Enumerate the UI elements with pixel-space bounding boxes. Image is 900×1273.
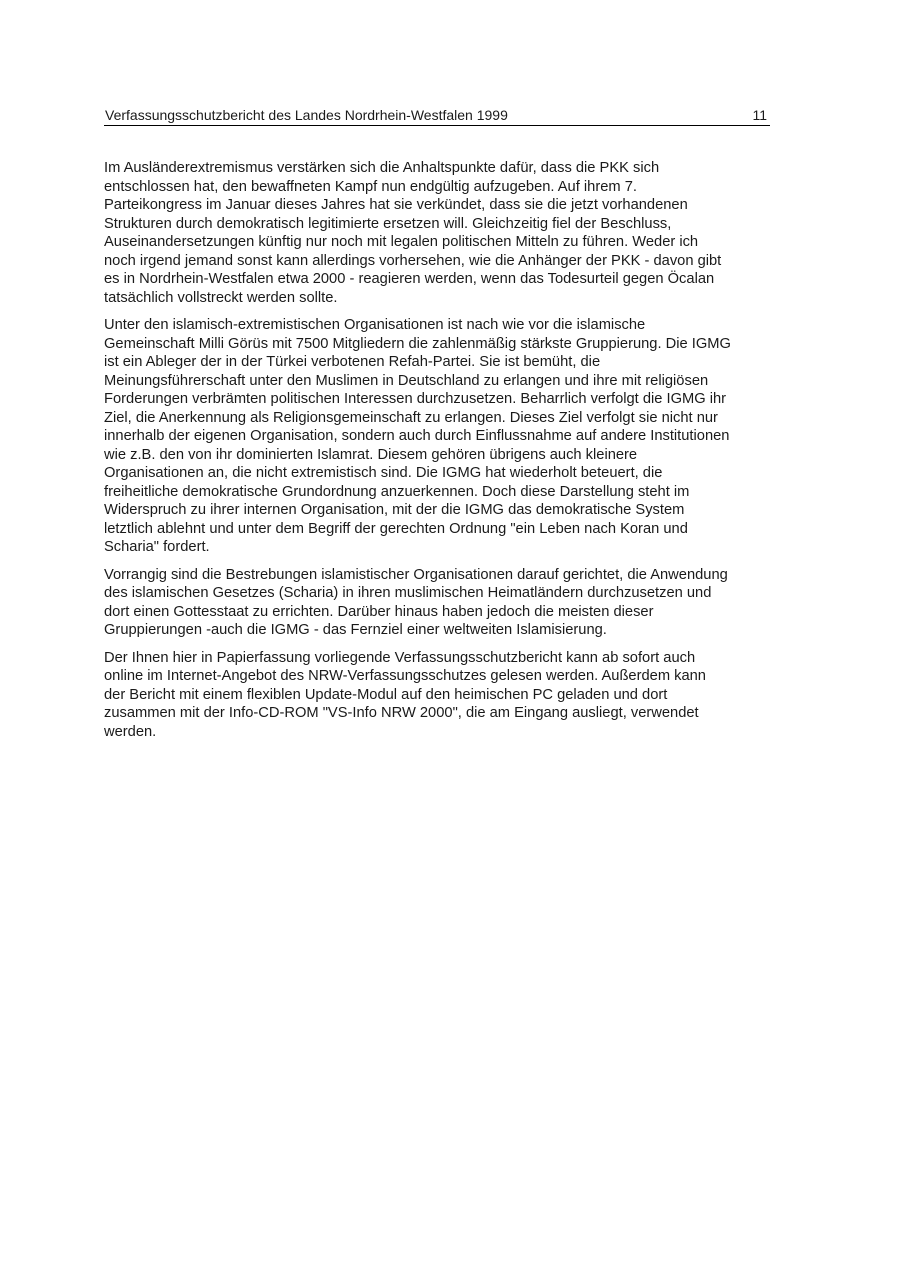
- body-text: [104, 159, 804, 750]
- paragraph-igmg: Unter den islamisch-extremistischen Organisationen ist nach wie vor die islamische Gemeinschaft Milli Görüs mit 7500 Mitgliedern die zahlenmäßig stärkste Gruppierung. Die IGMG ist ein Ableger der in der Türkei verbotenen Refah-Partei. Sie ist bemüht, die Meinungsführerschaft unter den Muslimen in Deutschland zu erlangen und ihre mit religiösen Forderungen verbrämten politischen Interessen durchzusetzen. Beharrlich verfolgt die IGMG ihr Ziel, die Anerkennung als Religionsgemeinschaft zu erlangen. Dieses Ziel verfolgt sie nicht nur innerhalb der eigenen Organisation, sondern auch durch Einflussnahme auf andere Institutionen wie z.B. den von ihr dominierten Islamrat. Diesem gehören übrigens auch kleinere Organisationen an, die nicht extremistisch sind. Die IGMG hat wiederholt beteuert, die freiheitliche demokratische Grundordnung anzuerkennen. Doch diese Darstellung steht im Widerspruch zu ihrer internen Organisation, mit der die IGMG das demokratische System letztlich ablehnt und unter dem Begriff der gerechten Ordnung "ein Leben nach Koran und Scharia" fordert.: [104, 317, 731, 555]
- page-header: [104, 106, 770, 126]
- paragraph-pkk: Im Ausländerextremismus verstärken sich die Anhaltspunkte dafür, dass die PKK sich entschlossen hat, den bewaffneten Kampf nun endgültig aufzugeben. Auf ihrem 7. Parteikongress im Januar dieses Jahres hat sie verkündet, dass sie die jetzt vorhandenen Strukturen durch demokratisch legitimierte ersetzen will. Gleichzeitig fiel der Beschluss, Auseinandersetzungen künftig nur noch mit legalen politischen Mitteln zu führen. Weder ich noch irgend jemand sonst kann allerdings vorhersehen, wie die Anhänger der PKK - davon gibt es in Nordrhein-Westfalen etwa 2000 - reagieren werden, wenn das Todesurteil gegen Öcalan tatsächlich vollstreckt werden sollte.: [104, 160, 722, 306]
- page-number: 11: [752, 107, 767, 123]
- paragraph-online-report: Der Ihnen hier in Papierfassung vorliegende Verfassungsschutzbericht kann ab sofort auch online im Internet-Angebot des NRW-Verfassungsschutzes gelesen werden. Außerdem kann der Bericht mit einem flexiblen Update-Modul auf den heimischen PC geladen und dort zusammen mit der Info-CD-ROM "VS-Info NRW 2000", die am Eingang ausliegt, verwendet werden.: [104, 649, 706, 740]
- paragraph-islamist-goals: Vorrangig sind die Bestrebungen islamistischer Organisationen darauf gerichtet, die Anwendung des islamischen Gesetzes (Scharia) in ihren muslimischen Heimatländern durchzusetzen und dort einen Gottesstaat zu errichten. Darüber hinaus haben jedoch die meisten dieser Gruppierungen -auch die IGMG - das Fernziel einer weltweiten Islamisierung.: [104, 566, 728, 638]
- header-title: Verfassungsschutzbericht des Landes Nordrhein-Westfalen 1999: [105, 107, 508, 123]
